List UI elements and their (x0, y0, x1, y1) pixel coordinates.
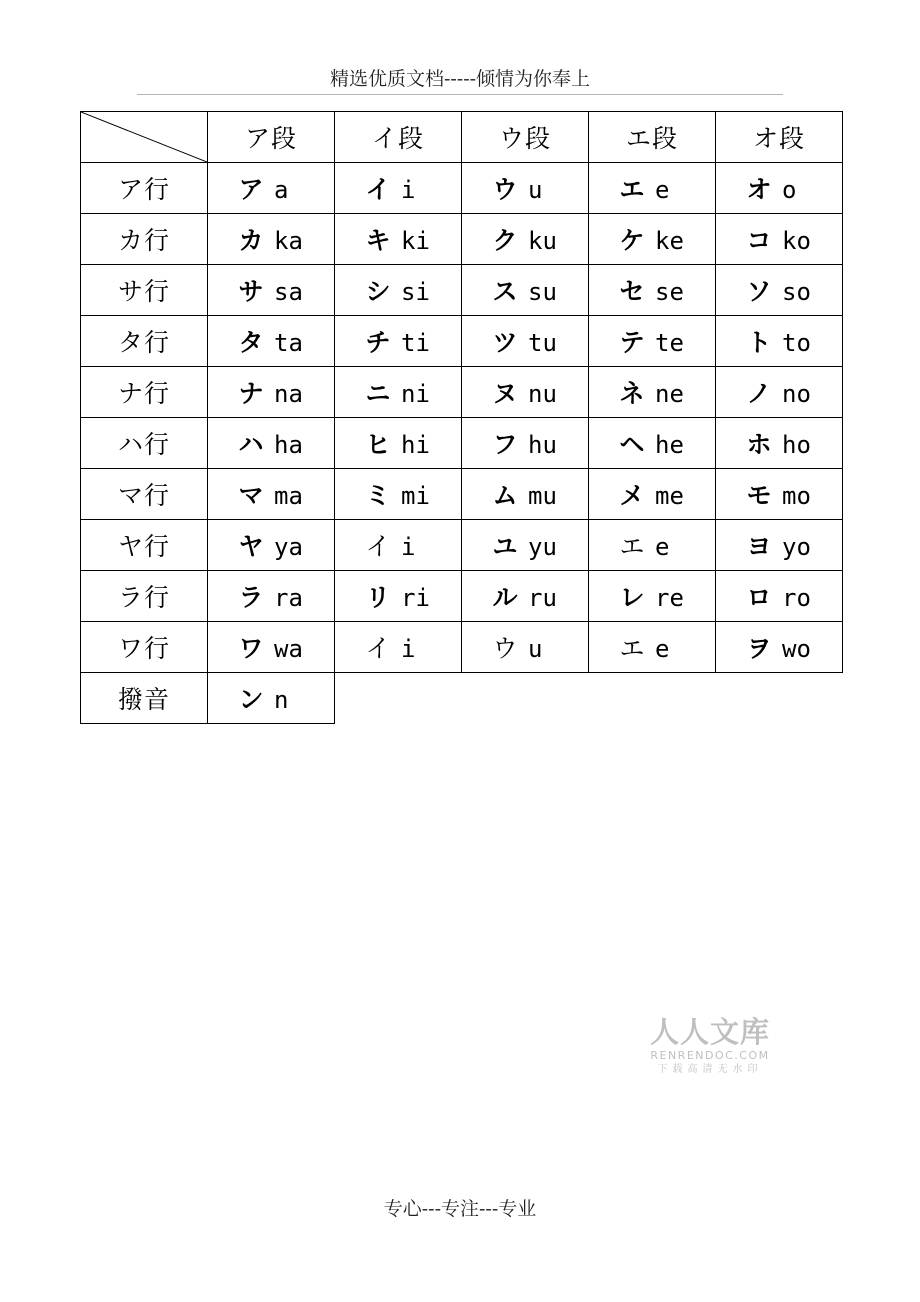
column-header: オ段 (716, 112, 843, 163)
kana-cell (208, 265, 335, 316)
kana-glyph: ワ (238, 634, 264, 663)
column-header: ア段 (208, 112, 335, 163)
kana-glyph: ラ (238, 583, 264, 612)
kana-glyph: イ (365, 634, 391, 663)
romaji-text: to (782, 329, 811, 357)
row-header: ワ行 (81, 622, 208, 673)
kana-glyph: ナ (238, 379, 264, 408)
romaji-text: so (782, 278, 811, 306)
row-header: マ行 (81, 469, 208, 520)
kana-cell (589, 367, 716, 418)
romaji-text: na (274, 380, 303, 408)
romaji-text: e (655, 176, 670, 204)
watermark (640, 1015, 780, 1077)
kana-cell (716, 571, 843, 622)
romaji-text: u (528, 176, 543, 204)
kana-cell (716, 418, 843, 469)
kana-cell (589, 316, 716, 367)
table-row (81, 622, 843, 673)
kana-glyph: セ (619, 277, 645, 306)
kana-glyph: サ (238, 277, 264, 306)
watermark-domain: RENRENDOC.COM (650, 1049, 770, 1062)
row-header: ア行 (81, 163, 208, 214)
corner-cell (81, 112, 208, 163)
table-row (81, 316, 843, 367)
kana-cell (335, 469, 462, 520)
kana-cell (208, 214, 335, 265)
kana-cell (335, 265, 462, 316)
kana-glyph: ム (492, 481, 518, 510)
kana-cell (716, 520, 843, 571)
kana-cell (335, 214, 462, 265)
kana-cell (716, 469, 843, 520)
kana-cell (589, 418, 716, 469)
row-header: タ行 (81, 316, 208, 367)
romaji-text: hi (401, 431, 430, 459)
romaji-text: yo (782, 533, 811, 561)
row-header: ヤ行 (81, 520, 208, 571)
column-header: イ段 (335, 112, 462, 163)
kana-glyph: ク (492, 226, 518, 255)
watermark-tagline: 下载高清无水印 (657, 1064, 763, 1075)
kana-glyph: ネ (619, 379, 645, 408)
kana-glyph: コ (746, 226, 772, 255)
kana-cell (589, 469, 716, 520)
table-row (81, 265, 843, 316)
kana-cell (335, 367, 462, 418)
kana-cell (335, 622, 462, 673)
romaji-text: tu (528, 329, 557, 357)
romaji-text: se (655, 278, 684, 306)
kana-glyph: シ (365, 277, 391, 306)
column-header: ウ段 (462, 112, 589, 163)
kana-glyph: エ (619, 634, 645, 663)
romaji-text: si (401, 278, 430, 306)
romaji-text: e (655, 533, 670, 561)
kana-cell (589, 571, 716, 622)
kana-glyph: ホ (746, 430, 772, 459)
table-row (81, 418, 843, 469)
kana-glyph: ロ (746, 583, 772, 612)
kana-cell (589, 214, 716, 265)
romaji-text: ha (274, 431, 303, 459)
kana-cell (462, 163, 589, 214)
romaji-text: re (655, 584, 684, 612)
row-header: ハ行 (81, 418, 208, 469)
romaji-text: ko (782, 227, 811, 255)
kana-glyph: ン (238, 685, 264, 714)
kana-cell (208, 520, 335, 571)
romaji-text: no (782, 380, 811, 408)
kana-glyph: メ (619, 481, 645, 510)
table-row (81, 571, 843, 622)
romaji-text: o (782, 176, 797, 204)
romaji-text: ho (782, 431, 811, 459)
kana-glyph: ユ (492, 532, 518, 561)
empty-cell (716, 673, 843, 724)
row-header: 撥音 (81, 673, 208, 724)
romaji-text: nu (528, 380, 557, 408)
kana-cell (589, 622, 716, 673)
romaji-text: ku (528, 227, 557, 255)
romaji-text: ma (274, 482, 303, 510)
kana-glyph: キ (365, 226, 391, 255)
kana-glyph: ツ (492, 328, 518, 357)
romaji-text: wo (782, 635, 811, 663)
romaji-text: e (655, 635, 670, 663)
table-row (81, 673, 843, 724)
romaji-text: i (401, 635, 416, 663)
romaji-text: ni (401, 380, 430, 408)
romaji-text: me (655, 482, 684, 510)
page-footer: 专心---专注---专业 (383, 1198, 537, 1220)
kana-glyph: タ (238, 328, 264, 357)
page-header: 精选优质文档-----倾情为你奉上 (137, 64, 783, 95)
romaji-text: ro (782, 584, 811, 612)
romaji-text: a (274, 176, 289, 204)
kana-glyph: レ (619, 583, 645, 612)
kana-cell (208, 316, 335, 367)
kana-glyph: ヒ (365, 430, 391, 459)
kana-glyph: フ (492, 430, 518, 459)
kana-glyph: ヨ (746, 532, 772, 561)
kana-glyph: ヤ (238, 532, 264, 561)
column-header: エ段 (589, 112, 716, 163)
kana-glyph: チ (365, 328, 391, 357)
romaji-text: i (401, 176, 416, 204)
kana-cell (208, 367, 335, 418)
romaji-text: ta (274, 329, 303, 357)
kana-cell (716, 367, 843, 418)
romaji-text: n (274, 686, 289, 714)
kana-cell (462, 520, 589, 571)
kana-cell (716, 214, 843, 265)
kana-glyph: マ (238, 481, 264, 510)
kana-cell (335, 571, 462, 622)
empty-cell (335, 673, 462, 724)
kana-cell (335, 163, 462, 214)
kana-cell (462, 367, 589, 418)
table-header-row (81, 112, 843, 163)
romaji-text: wa (274, 635, 303, 663)
romaji-text: ri (401, 584, 430, 612)
kana-glyph: ヘ (619, 430, 645, 459)
kana-cell (208, 163, 335, 214)
romaji-text: mu (528, 482, 557, 510)
katakana-table (80, 111, 843, 724)
table-row (81, 469, 843, 520)
empty-cell (589, 673, 716, 724)
kana-cell (335, 418, 462, 469)
kana-glyph: テ (619, 328, 645, 357)
row-header: サ行 (81, 265, 208, 316)
row-header: ナ行 (81, 367, 208, 418)
kana-glyph: ウ (492, 175, 518, 204)
kana-glyph: ル (492, 583, 518, 612)
romaji-text: yu (528, 533, 557, 561)
romaji-text: u (528, 635, 543, 663)
empty-cell (462, 673, 589, 724)
romaji-text: te (655, 329, 684, 357)
kana-cell (716, 265, 843, 316)
romaji-text: ti (401, 329, 430, 357)
kana-glyph: ミ (365, 481, 391, 510)
romaji-text: ki (401, 227, 430, 255)
kana-glyph: イ (365, 175, 391, 204)
romaji-text: su (528, 278, 557, 306)
kana-glyph: ケ (619, 226, 645, 255)
romaji-text: ne (655, 380, 684, 408)
table-row (81, 163, 843, 214)
row-header: ラ行 (81, 571, 208, 622)
kana-cell (589, 520, 716, 571)
kana-glyph: リ (365, 583, 391, 612)
kana-cell (335, 316, 462, 367)
table-row (81, 520, 843, 571)
kana-glyph: イ (365, 532, 391, 561)
kana-cell (462, 214, 589, 265)
kana-cell (208, 622, 335, 673)
romaji-text: mi (401, 482, 430, 510)
table-row (81, 367, 843, 418)
kana-cell (208, 673, 335, 724)
kana-glyph: モ (746, 481, 772, 510)
romaji-text: hu (528, 431, 557, 459)
kana-cell (462, 265, 589, 316)
romaji-text: ke (655, 227, 684, 255)
kana-cell (208, 469, 335, 520)
kana-glyph: ウ (492, 634, 518, 663)
table-row (81, 214, 843, 265)
watermark-title: 人人文库 (649, 1015, 770, 1049)
kana-cell (716, 163, 843, 214)
kana-glyph: ニ (365, 379, 391, 408)
kana-cell (462, 418, 589, 469)
kana-cell (335, 520, 462, 571)
kana-glyph: エ (619, 175, 645, 204)
kana-glyph: オ (746, 175, 772, 204)
kana-glyph: エ (619, 532, 645, 561)
kana-glyph: ヲ (746, 634, 772, 663)
romaji-text: ka (274, 227, 303, 255)
kana-cell (208, 571, 335, 622)
kana-cell (208, 418, 335, 469)
diagonal-divider (81, 112, 207, 162)
row-header: カ行 (81, 214, 208, 265)
romaji-text: he (655, 431, 684, 459)
romaji-text: ru (528, 584, 557, 612)
kana-glyph: ソ (746, 277, 772, 306)
kana-cell (462, 316, 589, 367)
romaji-text: ya (274, 533, 303, 561)
kana-glyph: ス (492, 277, 518, 306)
kana-glyph: ノ (746, 379, 772, 408)
romaji-text: i (401, 533, 416, 561)
romaji-text: mo (782, 482, 811, 510)
romaji-text: sa (274, 278, 303, 306)
kana-cell (462, 571, 589, 622)
romaji-text: ra (274, 584, 303, 612)
kana-glyph: ヌ (492, 379, 518, 408)
kana-cell (716, 622, 843, 673)
kana-cell (462, 622, 589, 673)
kana-glyph: ア (238, 175, 264, 204)
kana-cell (589, 163, 716, 214)
kana-cell (716, 316, 843, 367)
kana-glyph: ト (746, 328, 772, 357)
kana-glyph: カ (238, 226, 264, 255)
kana-cell (462, 469, 589, 520)
kana-cell (589, 265, 716, 316)
kana-glyph: ハ (238, 430, 264, 459)
